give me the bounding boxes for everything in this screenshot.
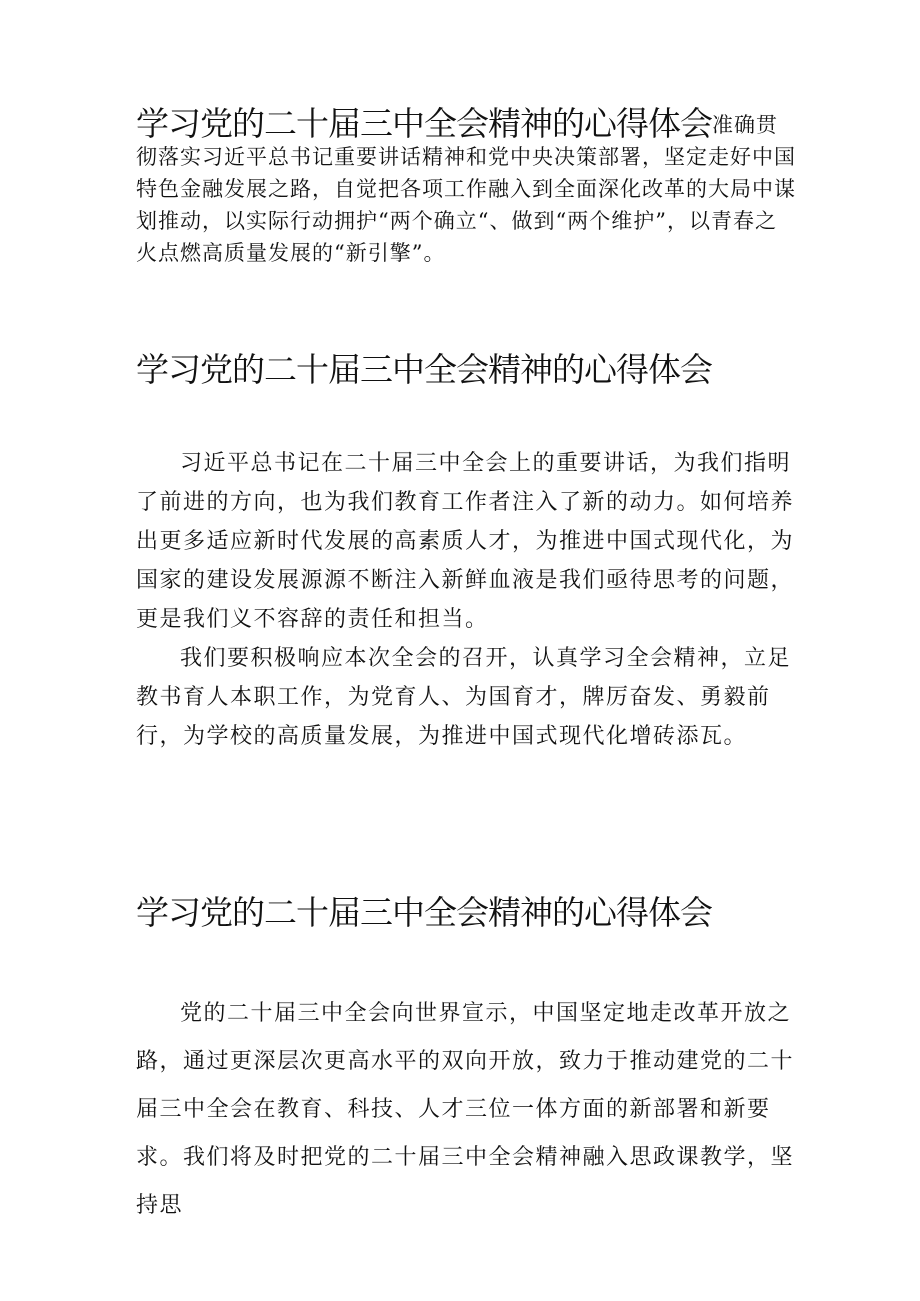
section-1-text: 准确贯彻落实习近平总书记重要讲话精神和党中央决策部署，坚定走好中国特色金融发展之路，自觉把各项工作融入到全面深化改革的大局中谋划推动，以实际行动拥护“两个确立“、做到“两个维护”，以青春之火点燃高质量发展的“新引擎”。 [136, 113, 796, 265]
section-3-paragraph-1: 党的二十届三中全会向世界宣示，中国坚定地走改革开放之路，通过更深层次更高水平的双向开放，致力于推动建党的二十届三中全会在教育、科技、人才三位一体方面的新部署和新要求。我们将及时把党的二十届三中全会精神融入思政课教学，坚持思 [136, 1001, 795, 1218]
section-2-title: 学习党的二十届三中全会精神的心得体会 [136, 350, 712, 389]
section-2-paragraph-1: 习近平总书记在二十届三中全会上的重要讲话，为我们指明了前进的方向，也为我们教育工作者注入了新的动力。如何培养出更多适应新时代发展的高素质人才，为推进中国式现代化，为国家的建设发展源源不断注入新鲜血液是我们亟待思考的问题，更是我们义不容辞的责任和担当。 [136, 451, 795, 632]
section-2-body [136, 444, 796, 756]
section-1-title: 学习党的二十届三中全会精神的心得体会 [136, 104, 712, 143]
section-2-paragraph-2: 我们要积极响应本次全会的召开，认真学习全会精神，立足教书育人本职工作，为党育人、为国育才，牌厉奋发、勇毅前行，为学校的高质量发展，为推进中国式现代化增砖添瓦。 [136, 646, 792, 749]
section-3-body [136, 990, 796, 1230]
section-1 [136, 104, 796, 269]
section-3-title: 学习党的二十届三中全会精神的心得体会 [136, 893, 712, 932]
